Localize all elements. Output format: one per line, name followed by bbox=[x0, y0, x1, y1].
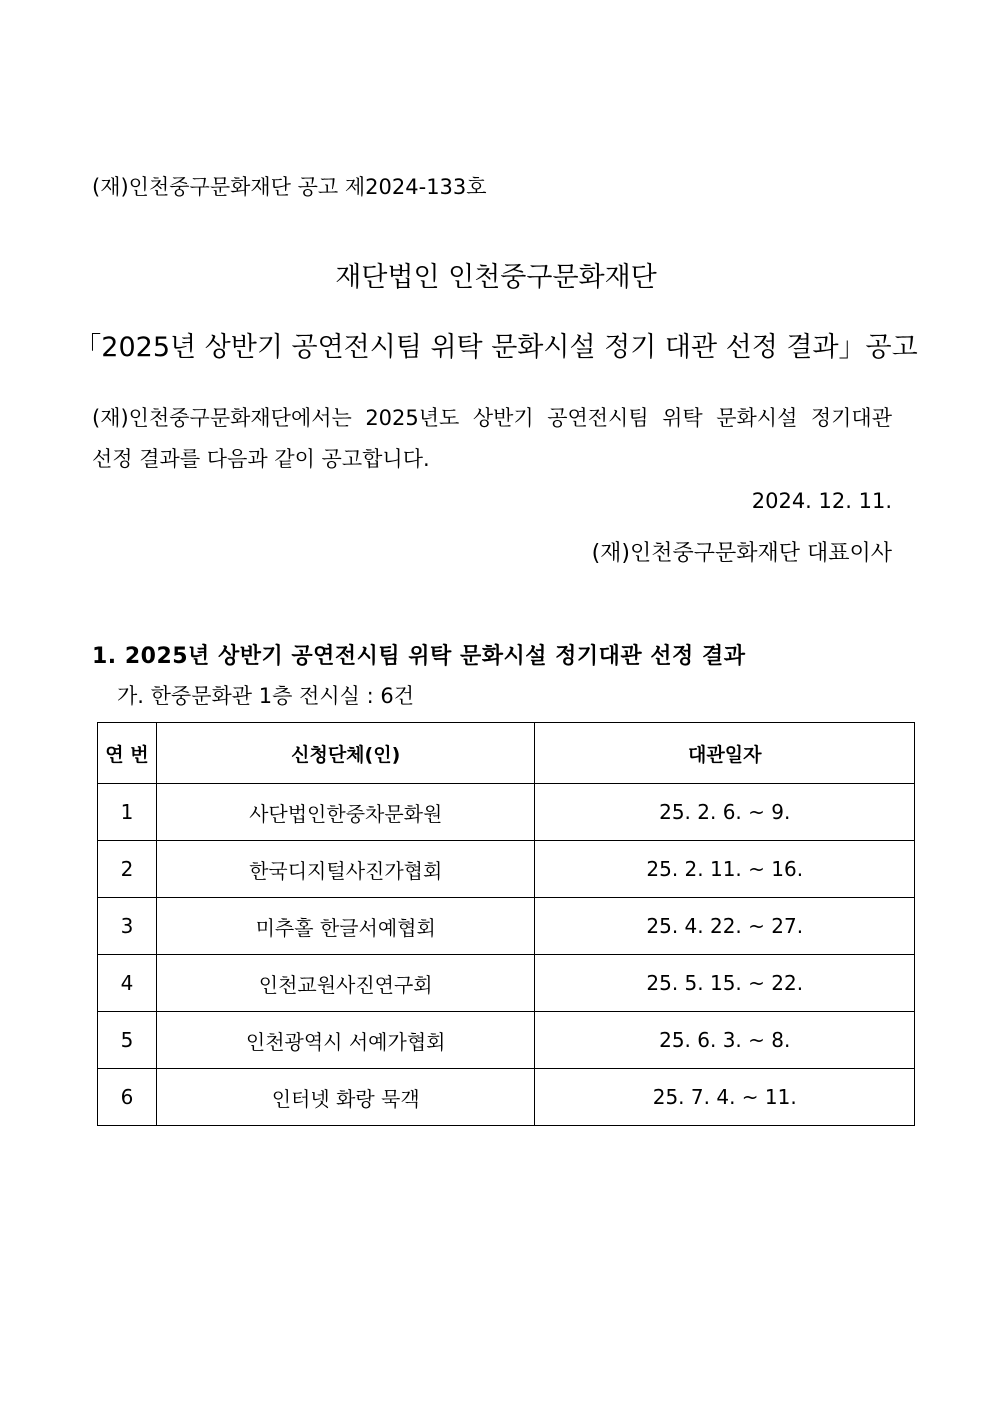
notice-number: (재)인천중구문화재단 공고 제2024-133호 bbox=[92, 175, 487, 199]
table-row bbox=[98, 898, 915, 955]
body-text-line-2: 선정 결과를 다음과 같이 공고합니다. bbox=[92, 447, 430, 471]
section-heading: 1. 2025년 상반기 공연전시팀 위탁 문화시설 정기대관 선정 결과 bbox=[92, 644, 746, 669]
row-rental-date: 25. 5. 15. ~ 22. bbox=[535, 955, 915, 1012]
row-number: 3 bbox=[98, 898, 157, 955]
row-number: 6 bbox=[98, 1069, 157, 1126]
body-text-line-1: (재)인천중구문화재단에서는 2025년도 상반기 공연전시팀 위탁 문화시설 정기대관 bbox=[92, 406, 892, 430]
row-applicant: 미추홀 한글서예협회 bbox=[156, 898, 535, 955]
row-rental-date: 25. 7. 4. ~ 11. bbox=[535, 1069, 915, 1126]
row-number: 5 bbox=[98, 1012, 157, 1069]
notice-date: 2024. 12. 11. bbox=[751, 489, 892, 513]
row-applicant: 한국디지털사진가협회 bbox=[156, 841, 535, 898]
selection-result-table bbox=[97, 722, 915, 1126]
header-number: 연 번 bbox=[98, 723, 157, 784]
subsection-heading: 가. 한중문화관 1층 전시실 : 6건 bbox=[117, 684, 414, 708]
row-rental-date: 25. 2. 6. ~ 9. bbox=[535, 784, 915, 841]
header-applicant: 신청단체(인) bbox=[156, 723, 535, 784]
table-row bbox=[98, 1012, 915, 1069]
row-applicant: 사단법인한중차문화원 bbox=[156, 784, 535, 841]
table-header-row bbox=[98, 723, 915, 784]
table-row bbox=[98, 955, 915, 1012]
row-rental-date: 25. 6. 3. ~ 8. bbox=[535, 1012, 915, 1069]
header-rental-date: 대관일자 bbox=[535, 723, 915, 784]
organization-title: 재단법인 인천중구문화재단 bbox=[335, 262, 657, 293]
row-applicant: 인천광역시 서예가협회 bbox=[156, 1012, 535, 1069]
table-row bbox=[98, 841, 915, 898]
row-applicant: 인터넷 화랑 묵객 bbox=[156, 1069, 535, 1126]
row-number: 1 bbox=[98, 784, 157, 841]
row-number: 2 bbox=[98, 841, 157, 898]
notice-signer: (재)인천중구문화재단 대표이사 bbox=[591, 541, 892, 566]
notice-title: 「2025년 상반기 공연전시팀 위탁 문화시설 정기 대관 선정 결과」공고 bbox=[74, 332, 918, 363]
row-applicant: 인천교원사진연구회 bbox=[156, 955, 535, 1012]
row-number: 4 bbox=[98, 955, 157, 1012]
table-row bbox=[98, 1069, 915, 1126]
row-rental-date: 25. 2. 11. ~ 16. bbox=[535, 841, 915, 898]
row-rental-date: 25. 4. 22. ~ 27. bbox=[535, 898, 915, 955]
table-row bbox=[98, 784, 915, 841]
